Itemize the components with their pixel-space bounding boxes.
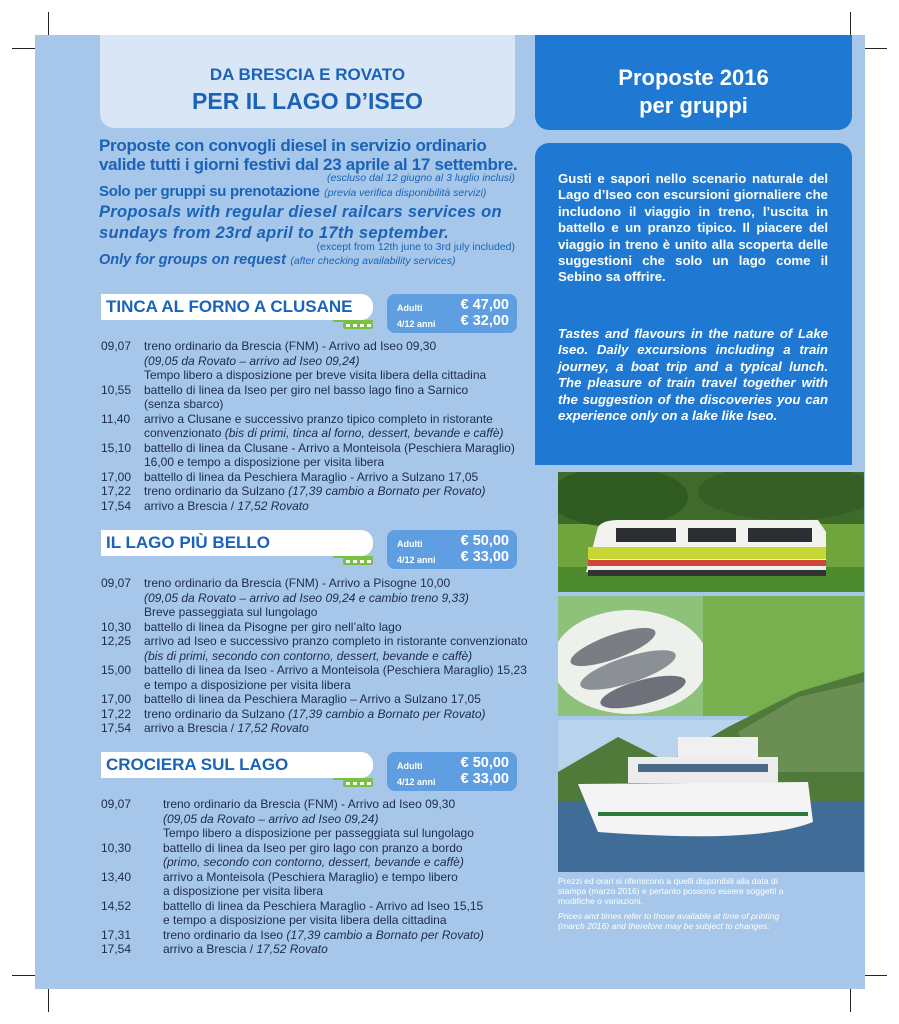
- schedule-text-plain: treno ordinario da Iseo: [163, 927, 287, 942]
- schedule-text-plain: battello di linea da Iseo - Arrivo a Monteisola (Peschiera Maraglio) 15,23: [144, 663, 527, 677]
- schedule-time: 17,54: [101, 721, 132, 735]
- schedule-crociera: [101, 797, 531, 957]
- intro-en-line-1: Proposals with regular diesel railcars services on: [99, 203, 502, 221]
- schedule-text: [144, 721, 531, 736]
- schedule-time: [101, 426, 144, 441]
- price-box-tinca: [387, 294, 517, 333]
- schedule-time: [101, 812, 163, 827]
- schedule-row: [101, 721, 531, 736]
- schedule-text-plain: battello di linea da Peschiera Maraglio - Arrivo a Sulzano 17,05: [144, 469, 479, 484]
- intro-it-groups-note: (previa verifica disponibilità servizi): [324, 187, 487, 199]
- schedule-text-plain: 16,00 e tempo a disposizione per visita libera: [144, 455, 385, 469]
- schedule-text-plain: battello di linea da Iseo per giro nel basso lago fino a Sarnico: [144, 382, 469, 397]
- schedule-text-plain: arrivo a Brescia /: [144, 498, 238, 513]
- disclaimer-italian: Prezzi ed orari si riferiscono a quelli disponibili alla data di stampa (marzo 2016) e pertanto possono essere soggetti a modifiche o variazioni.: [558, 876, 784, 906]
- schedule-text-italic: (09,05 da Rovato – arrivo ad Iseo 09,24): [163, 811, 379, 826]
- schedule-time: [101, 884, 163, 899]
- schedule-text-plain: treno ordinario da Sulzano: [144, 706, 289, 721]
- schedule-text: [163, 841, 531, 856]
- schedule-row: [101, 942, 531, 957]
- intro-it-except: (escluso dal 12 giugno al 3 luglio inclusi): [327, 172, 515, 184]
- right-header-line-2: per gruppi: [639, 93, 748, 118]
- schedule-text-italic: (17,39 cambio a Bornato per Rovato): [288, 484, 486, 498]
- schedule-time: 17,22: [101, 706, 132, 721]
- schedule-row: [101, 426, 531, 441]
- schedule-time: 09,07: [101, 797, 132, 811]
- schedule-time: 17,54: [101, 498, 132, 513]
- schedule-text: [144, 470, 531, 485]
- schedule-text: [163, 812, 531, 827]
- price-adults: € 47,00: [460, 297, 509, 313]
- schedule-row: [101, 884, 531, 899]
- schedule-tinca: [101, 339, 531, 513]
- schedule-row: [101, 797, 531, 812]
- price-box-lago-piu-bello: [387, 530, 517, 569]
- schedule-text-plain: convenzionato: [144, 426, 225, 440]
- schedule-row: [101, 855, 531, 870]
- price-kids: € 33,00: [460, 771, 509, 787]
- schedule-time: 10,30: [101, 619, 132, 634]
- price-label-adults: Adulti: [397, 539, 423, 549]
- description-english: Tastes and flavours in the nature of Lake Iseo. Daily excursions including a train journey, a boat trip and a typical lunch. The pleasure of train travel together with the suggestion of the discoveries you can experience only on a lake like Iseo.: [558, 326, 828, 424]
- schedule-text: [163, 884, 531, 899]
- schedule-text: [163, 913, 531, 928]
- schedule-text-plain: arrivo ad Iseo e successivo pranzo completo in ristorante convenzionato: [144, 634, 528, 648]
- schedule-text-plain: battello di linea da Pisogne per giro nell’alto lago: [144, 619, 402, 634]
- schedule-text: [163, 942, 531, 957]
- schedule-time: [101, 397, 144, 412]
- schedule-text-plain: battello di linea da Peschiera Maraglio – Arrivo a Sulzano 17,05: [144, 692, 481, 706]
- price-label-adults: Adulti: [397, 303, 423, 313]
- schedule-row: [101, 455, 531, 470]
- description-italian: Gusti e sapori nello scenario naturale del Lago d’Iseo con escursioni giornaliere che includono il viaggio in treno, l’uscita in battello e un pranzo tipico. Il piacere del viaggio in treno è unito alla scoperta delle suggestioni che solo un lago come il Sebino sa offrire.: [558, 171, 828, 285]
- schedule-text: [144, 678, 531, 693]
- schedule-time: 15,00: [101, 663, 132, 677]
- crop-mark: [850, 986, 851, 1012]
- schedule-text-plain: arrivo a Brescia /: [144, 721, 238, 735]
- schedule-row: [101, 605, 531, 620]
- schedule-text-plain: treno ordinario da Brescia (FNM) - Arrivo ad Iseo 09,30: [163, 797, 456, 811]
- right-header-line-1: Proposte 2016: [618, 65, 769, 90]
- schedule-time: 12,25: [101, 634, 132, 648]
- schedule-text: [144, 484, 531, 499]
- schedule-text-plain: Tempo libero a disposizione per passeggiata sul lungolago: [163, 826, 474, 840]
- price-label-kids: 4/12 anni: [397, 555, 436, 565]
- schedule-text-italic: (09,05 da Rovato – arrivo ad Iseo 09,24): [144, 353, 360, 368]
- schedule-row: [101, 913, 531, 928]
- photo-collage: [558, 472, 864, 872]
- schedule-text: [144, 455, 531, 470]
- intro-en-except: (except from 12th june to 3rd july included): [316, 241, 515, 253]
- schedule-row: [101, 899, 531, 914]
- train-icon: [342, 321, 374, 331]
- schedule-time: 17,00: [101, 469, 132, 484]
- schedule-time: [101, 455, 144, 470]
- schedule-text-plain: (senza sbarco): [144, 397, 224, 411]
- schedule-row: [101, 663, 531, 678]
- schedule-text-plain: Breve passeggiata sul lungolago: [144, 605, 318, 619]
- schedule-text-plain: battello di linea da Peschiera Maraglio - Arrivo ad Iseo 15,15: [163, 898, 484, 913]
- train-icon: [342, 557, 374, 567]
- section-title-lago-piu-bello: IL LAGO PIÙ BELLO: [101, 530, 373, 556]
- schedule-time: 10,30: [101, 840, 132, 855]
- schedule-text-plain: arrivo a Brescia /: [163, 942, 257, 956]
- schedule-row: [101, 649, 531, 664]
- price-label-kids: 4/12 anni: [397, 319, 436, 329]
- schedule-row: [101, 707, 531, 722]
- schedule-row: [101, 634, 531, 649]
- schedule-text-italic: (09,05 da Rovato – arrivo ad Iseo 09,24 e cambio treno 9,33): [144, 590, 469, 605]
- schedule-time: [101, 605, 144, 620]
- schedule-time: 17,31: [101, 927, 132, 942]
- price-kids: € 32,00: [460, 313, 509, 329]
- schedule-time: [101, 678, 144, 693]
- schedule-time: [101, 591, 144, 606]
- schedule-text: [144, 412, 531, 427]
- price-label-kids: 4/12 anni: [397, 777, 436, 787]
- schedule-text: [144, 620, 531, 635]
- intro-en-line-2: sundays from 23rd april to 17th september.: [99, 224, 450, 242]
- schedule-row: [101, 383, 531, 398]
- schedule-text: [163, 899, 531, 914]
- schedule-text-plain: a disposizione per visita libera: [163, 884, 324, 898]
- schedule-row: [101, 870, 531, 885]
- section-title-tinca: TINCA AL FORNO A CLUSANE: [101, 294, 373, 320]
- schedule-text-italic: 17,52 Rovato: [237, 498, 309, 513]
- schedule-time: [101, 354, 144, 369]
- schedule-text-plain: treno ordinario da Brescia (FNM) - Arrivo a Pisogne 10,00: [144, 576, 451, 590]
- section-title-crociera: CROCIERA SUL LAGO: [101, 752, 373, 778]
- schedule-text-plain: e tempo a disposizione per visita libera della cittadina: [163, 913, 447, 927]
- schedule-text: [144, 441, 531, 456]
- schedule-row: [101, 826, 531, 841]
- schedule-time: [101, 826, 163, 841]
- schedule-text: [163, 928, 531, 943]
- intro-en-groups-note: (after checking availability services): [290, 255, 456, 267]
- schedule-time: [101, 649, 144, 664]
- schedule-text-plain: battello di linea da Clusane - Arrivo a Monteisola (Peschiera Maraglio): [144, 440, 515, 455]
- schedule-row: [101, 339, 531, 354]
- disclaimer-english: Prices and times refer to those available at time of printing (march 2016) and therefore may be subject to changes.: [558, 911, 780, 931]
- schedule-row: [101, 812, 531, 827]
- schedule-time: 17,22: [101, 484, 132, 498]
- schedule-text-italic: (17,39 cambio a Bornato per Rovato): [286, 927, 484, 942]
- price-label-adults: Adulti: [397, 761, 423, 771]
- schedule-time: [101, 855, 163, 870]
- schedule-text: [144, 397, 531, 412]
- schedule-text: [144, 354, 531, 369]
- schedule-time: 09,07: [101, 576, 132, 590]
- schedule-text-plain: arrivo a Monteisola (Peschiera Maraglio) e tempo libero: [163, 869, 458, 884]
- disclaimer: [558, 876, 803, 936]
- schedule-time: 10,55: [101, 382, 132, 397]
- schedule-text: [144, 707, 531, 722]
- title-line-1: DA BRESCIA E ROVATO: [209, 65, 406, 84]
- schedule-text: [163, 826, 531, 841]
- right-header: [535, 35, 852, 130]
- schedule-row: [101, 499, 531, 514]
- schedule-time: 17,54: [101, 942, 132, 956]
- schedule-text-italic: 17,52 Rovato: [237, 721, 309, 735]
- schedule-time: [101, 368, 144, 383]
- intro-it-groups: Solo per gruppi su prenotazione: [99, 183, 320, 200]
- price-adults: € 50,00: [460, 755, 509, 771]
- schedule-text: [144, 368, 531, 383]
- schedule-text-italic: 17,52 Rovato: [256, 942, 328, 956]
- schedule-text: [144, 605, 531, 620]
- schedule-row: [101, 368, 531, 383]
- schedule-text-plain: e tempo a disposizione per visita libera: [144, 677, 351, 692]
- schedule-row: [101, 841, 531, 856]
- schedule-text-plain: treno ordinario da Sulzano: [144, 484, 289, 498]
- intro-it-line-2: valide tutti i giorni festivi dal 23 aprile al 17 settembre.: [99, 155, 518, 174]
- schedule-row: [101, 620, 531, 635]
- train-icon: [342, 779, 374, 789]
- schedule-text-italic: (bis di primi, tinca al forno, dessert, bevande e caffè): [224, 426, 504, 440]
- schedule-row: [101, 441, 531, 456]
- schedule-row: [101, 692, 531, 707]
- schedule-text-plain: treno ordinario da Brescia (FNM) - Arrivo ad Iseo 09,30: [144, 339, 437, 353]
- crop-mark: [48, 986, 49, 1012]
- schedule-row: [101, 397, 531, 412]
- intro-it-line-1: Proposte con convogli diesel in servizio ordinario: [99, 136, 487, 155]
- schedule-text: [144, 499, 531, 514]
- schedule-text: [144, 634, 531, 649]
- price-adults: € 50,00: [460, 533, 509, 549]
- price-box-crociera: [387, 752, 517, 791]
- schedule-text: [144, 383, 531, 398]
- schedule-text: [163, 855, 531, 870]
- schedule-time: [101, 913, 163, 928]
- schedule-text: [144, 591, 531, 606]
- intro-en-groups: Only for groups on request: [99, 252, 286, 268]
- schedule-time: 14,52: [101, 898, 132, 913]
- schedule-text: [144, 426, 531, 441]
- description-panel: [535, 143, 852, 465]
- schedule-time: 17,00: [101, 692, 132, 706]
- schedule-text: [144, 649, 531, 664]
- schedule-row: [101, 412, 531, 427]
- schedule-row: [101, 678, 531, 693]
- schedule-row: [101, 576, 531, 591]
- schedule-text: [163, 797, 531, 812]
- schedule-text-italic: (bis di primi, secondo con contorno, dessert, bevande e caffè): [144, 648, 473, 663]
- schedule-row: [101, 354, 531, 369]
- schedule-time: 15,10: [101, 440, 132, 455]
- schedule-text-plain: battello di linea da Iseo per giro lago con pranzo a bordo: [163, 840, 463, 855]
- schedule-row: [101, 484, 531, 499]
- price-kids: € 33,00: [460, 549, 509, 565]
- schedule-text: [144, 692, 531, 707]
- schedule-text: [163, 870, 531, 885]
- fish-photo: [558, 596, 708, 716]
- schedule-time: 13,40: [101, 869, 132, 884]
- schedule-text: [144, 663, 531, 678]
- page-title: PER IL LAGO D’ISEO: [192, 88, 423, 114]
- schedule-text-italic: (primo, secondo con contorno, dessert, bevande e caffè): [163, 855, 464, 869]
- schedule-time: 09,07: [101, 339, 132, 353]
- schedule-text-italic: (17,39 cambio a Bornato per Rovato): [288, 706, 486, 721]
- schedule-text: [144, 576, 531, 591]
- title-box: [100, 35, 515, 128]
- train-photo: [558, 472, 864, 592]
- schedule-row: [101, 470, 531, 485]
- schedule-text-plain: arrivo a Clusane e successivo pranzo tipico completo in ristorante: [144, 411, 493, 426]
- schedule-row: [101, 591, 531, 606]
- schedule-text-plain: Tempo libero a disposizione per breve visita libera della cittadina: [144, 368, 487, 382]
- schedule-lago-piu-bello: [101, 576, 531, 736]
- schedule-time: 11,40: [101, 411, 131, 426]
- schedule-text: [144, 339, 531, 354]
- schedule-row: [101, 928, 531, 943]
- intro-block: [99, 136, 529, 271]
